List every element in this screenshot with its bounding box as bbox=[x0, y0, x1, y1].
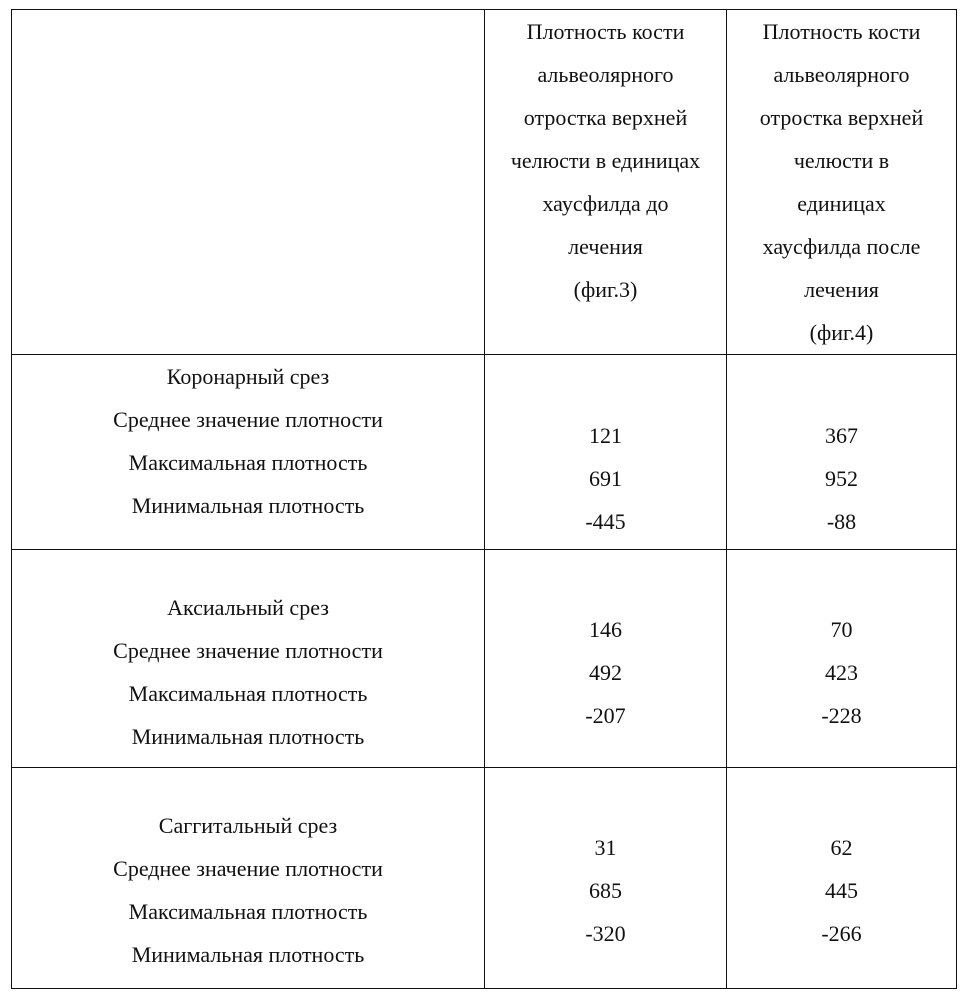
section-title: Коронарный срез bbox=[166, 364, 330, 389]
header-after-line: челюсти в bbox=[793, 148, 890, 173]
header-row bbox=[12, 10, 957, 355]
table-row-axial bbox=[12, 550, 957, 768]
row-label-cell bbox=[12, 768, 485, 989]
metric-label: Минимальная плотность bbox=[131, 493, 365, 518]
before-values-cell bbox=[485, 550, 727, 768]
metric-label: Среднее значение плотности bbox=[113, 407, 383, 432]
header-after-line: хаусфилда после bbox=[762, 234, 921, 259]
header-after-cell bbox=[727, 10, 957, 355]
header-before-line: лечения bbox=[568, 234, 643, 259]
value-min: -266 bbox=[821, 921, 862, 946]
metric-label: Максимальная плотность bbox=[128, 681, 368, 706]
value-mean: 367 bbox=[825, 423, 858, 448]
value-min: -320 bbox=[585, 921, 626, 946]
value-min: -207 bbox=[585, 703, 626, 728]
metric-label: Максимальная плотность bbox=[128, 899, 368, 924]
value-max: 685 bbox=[589, 878, 622, 903]
value-mean: 62 bbox=[830, 835, 853, 860]
metric-label: Минимальная плотность bbox=[131, 942, 365, 967]
value-max: 445 bbox=[825, 878, 858, 903]
before-values-cell bbox=[485, 355, 727, 550]
metric-label: Максимальная плотность bbox=[128, 450, 368, 475]
value-min: -88 bbox=[826, 509, 857, 534]
header-before-line: Плотность кости bbox=[526, 19, 685, 44]
header-before-line: хаусфилда до bbox=[542, 191, 669, 216]
value-mean: 70 bbox=[830, 617, 853, 642]
after-values-cell bbox=[727, 768, 957, 989]
metric-label: Минимальная плотность bbox=[131, 724, 365, 749]
value-max: 691 bbox=[589, 466, 622, 491]
header-before-cell bbox=[485, 10, 727, 355]
header-empty-cell bbox=[12, 10, 485, 355]
header-after-line: отростка верхней bbox=[759, 105, 924, 130]
value-max: 423 bbox=[825, 660, 858, 685]
metric-label: Среднее значение плотности bbox=[113, 856, 383, 881]
value-min: -445 bbox=[585, 509, 626, 534]
table-row-sagittal bbox=[12, 768, 957, 989]
value-mean: 121 bbox=[589, 423, 622, 448]
header-before-line: отростка верхней bbox=[523, 105, 688, 130]
section-title: Аксиальный срез bbox=[167, 595, 329, 620]
header-after-line: Плотность кости bbox=[762, 19, 921, 44]
after-values-cell bbox=[727, 550, 957, 768]
after-values-cell bbox=[727, 355, 957, 550]
value-max: 492 bbox=[589, 660, 622, 685]
header-after-line: единицах bbox=[797, 191, 886, 216]
value-mean: 31 bbox=[594, 835, 617, 860]
header-before-line: (фиг.3) bbox=[573, 277, 638, 302]
row-label-cell bbox=[12, 550, 485, 768]
value-mean: 146 bbox=[589, 617, 622, 642]
row-label-cell bbox=[12, 355, 485, 550]
metric-label: Среднее значение плотности bbox=[113, 638, 383, 663]
header-after-line: альвеолярного bbox=[773, 62, 910, 87]
value-max: 952 bbox=[825, 466, 858, 491]
header-after-line: лечения bbox=[804, 277, 879, 302]
section-title: Саггитальный срез bbox=[158, 813, 338, 838]
density-table bbox=[11, 9, 957, 989]
header-before-line: челюсти в единицах bbox=[510, 148, 701, 173]
header-before-line: альвеолярного bbox=[537, 62, 674, 87]
before-values-cell bbox=[485, 768, 727, 989]
table-row-coronal bbox=[12, 355, 957, 550]
value-min: -228 bbox=[821, 703, 862, 728]
header-after-line: (фиг.4) bbox=[809, 320, 874, 345]
